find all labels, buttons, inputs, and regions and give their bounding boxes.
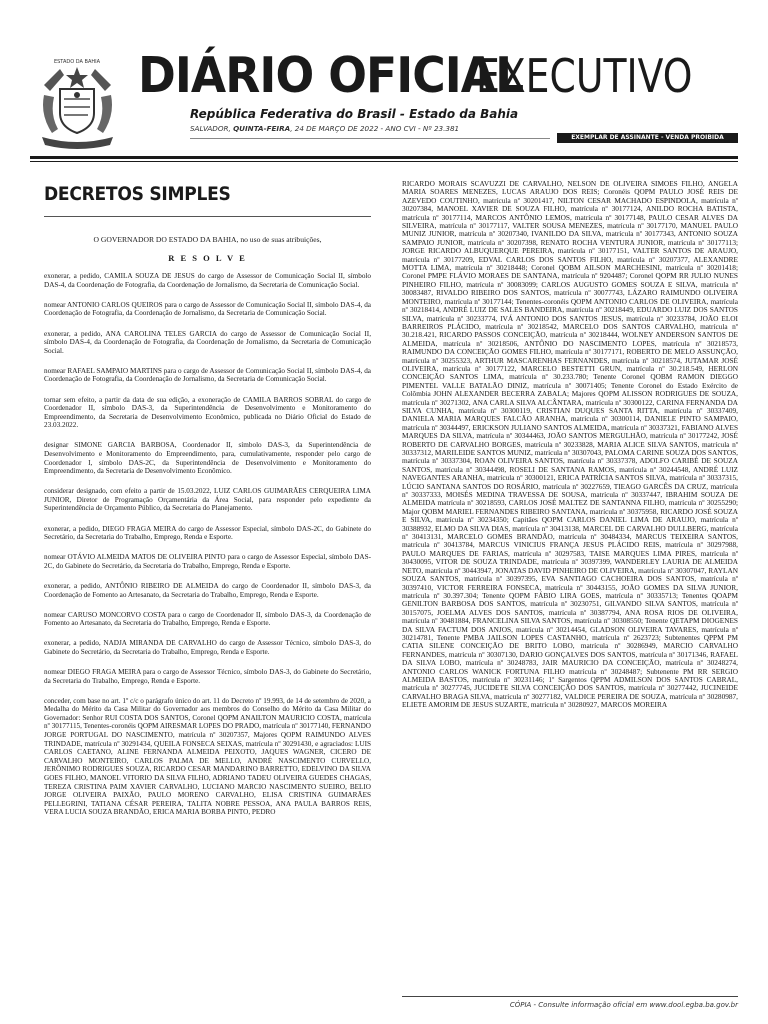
header-rule-thin bbox=[30, 161, 738, 162]
resolve-heading: R E S O L V E bbox=[168, 252, 247, 263]
svg-text:ESTADO DA BAHIA: ESTADO DA BAHIA bbox=[53, 59, 101, 65]
decree-paragraph: exonerar, a pedido, DIEGO FRAGA MEIRA do cargo de Assessor Especial, símbolo DAS-2C, do Gabinete do Secretário, da Secretaria do Trabalho, Emprego, Renda e Esporte. bbox=[44, 524, 371, 542]
decree-paragraph: exonerar, a pedido, NADJA MIRANDA DE CARVALHO do cargo de Assessor Técnico, símbolo DAS-3, do Gabinete do Secretário, da Secretaria do Trabalho, Emprego, Renda e Esporte. bbox=[44, 639, 371, 656]
subscriber-notice: EXEMPLAR DE ASSINANTE - VENDA PROIBIDA bbox=[557, 133, 738, 143]
decree-paragraph: nomear ANTONIO CARLOS QUEIROS para o cargo de Assessor de Comunicação Social II, símbolo DAS-4, da Coordenação de Fotografia, da Coordenação de Jornalismo, da Secretaria de Comunicação Social. bbox=[44, 300, 371, 318]
decree-paragraph: nomear DIEGO FRAGA MEIRA para o cargo de Assessor Técnico, símbolo DAS-3, do Gabinete do Secretário, da Secretaria do Trabalho, Emprego, Renda e Esporte. bbox=[44, 668, 371, 685]
honoree-list: RICARDO MORAIS SCAVUZZI DE CARVALHO, NELSON DE OLIVEIRA SIMOES FILHO, ANGELA MARIA SOARES MENEZES, LUCAS ARAUJO DOS REIS; Coronéis QOPM PAULO JOSÉ REIS DE AZEVEDO COUTINHO, matrícula nº 30201417, NILTON CESAR MACHADO ESPINDOLA, matrícula nº 30207384, MANOEL XAVIER DE SOUZA FILHO, matrícula nº 30177124, ANILDO ROCHA BATISTA, matrícula nº 30177114, MARCOS ANTÔNIO LEMOS, matrícula nº 30177148, PAULO CESAR ALVES DA SILVEIRA, matrícula nº 30177117, VALTER SOUSA MENEZES, matrícula nº 30177170, MANUEL PAULO MUNIZ JUNIOR, matrícula nº 30207340, IVANILDO DA SILVA, matrícula nº 30177343, ANTONIO SOUZA SAMPAIO JUNIOR, matrícula nº 30207398, RENATO ROCHA VENTURA JUNIOR, matrícula nº 30177113; JORGE RICARDO ALBUQUERQUE PEREIRA, matrícula nº 30177151, VALTER SANTOS DE ARAUJO, matrícula nº 30177209, EDVAL CARLOS DOS SANTOS FILHO, matrícula nº 30207377, ALEXANDRE MOTTA LIMA, matrícula nº 30218448; Coronel QOBM AILSON MARCHESINI, matrícula nº 30201418; Coronel PMPE FLÁVIO MORAES DE SANTANA, matrícula nº 9204487; Coronel QOPM RR JULIO NUNES PINHEIRO FILHO, matrícula nº 30083099; CARLOS AUGUSTO GOMES SOUZA E SILVA, matrícula nº 30083487, RIVALDO RIBEIRO DOS SANTOS, matrícula nº 30077743, LÁZARO RAIMUNDO OLIVEIRA MONTEIRO, matrícula nº 30177144; Tenentes-coronéis QOPM ANTONIO CARLOS DE OLIVEIRA, matrícula nº 30218414, ANDRÉ LUIZ DE SALES BANDEIRA, matrícula nº 30218449, EDUARDO LUIZ DOS SANTOS SILVA, matrícula nº 30233774, IVÁ ANTONIO DOS SANTOS JESUS, matrícula nº 30233784, JOÃO ELOI BARREIROS PLÁCIDO, matrícula nº 30218542, MARCELO DOS SANTOS CARVALHO, matrícula nº 30.218.421, RICARDO PASSOS CONCEIÇÃO, matrícula nº 30218444, WOLNEY ANDERSON SANTOS DE ALMEIDA, matrícula nº 30218506, ANTÔNIO DO NASCIMENTO LOPES, matrícula nº 30218573, RAIMUNDO DA CONCEIÇÃO GOMES FILHO, matrícula nº 30177171, ROBERTO DE MELO ASSUNÇÃO, matrícula nº 30255323, ARTHUR MASCARENHAS FERNANDES, matrícula nº 30218574, JUTAMAR JOSÉ OLIVEIRA, matrícula nº 30177122, MARCELO BESTETTI GRUN, matrícula nº 30.218.549, HERLON CONCEIÇÃO SANTOS LIMA, matrícula nº 30.233.780; Tenente Coronel QOBM RAMON DIEGGO PIMENTEL VALLE BATALÃO DINIZ, matrícula nº 30071405; Tenente Coronel do Estado Exército de Colômbia JOHN ALEXANDER BECERRA ZABALA; Majores QOPM ALISSON RODRIGUES DE SOUZA, matrícula nº 30271302, ANA CARLA SILVA ALCÂNTARA, matrícula nº 30300122, CARINA FERNANDA DA SILVA CUNHA, matrícula nº 30300119, CRISTIAN DUQUES SANTA RITTA, matrícula nº 30337409, DANIELA MARIA MARQUES FALCÃO ARANHA, matrícula nº 30300114, DANIELE PINTO SAMPAIO, matrícula nº 30344497, ERICKSON JULIANO SANTOS ALMEIDA, matrícula nº 30337321, FABIANO ALVES MARQUES DA SILVA, matrícula nº 30344463, JOÃO SANTOS MERGULHÃO, matrícula nº 30177242, JOSÉ ROBERTO DE CARVALHO BORGES, matrícula nº 30233828, MARIA ALICE SILVA SANTOS, matrícula nº 30337312, MARILEIDE SANTOS MUNIZ, matrícula nº 30307043, PALOMA CARINE SOUZA DOS SANTOS, matrícula nº 30337304, ROAN OLIVEIRA SANTOS, matrícula nº 30337378, ADOLFO CARIBÉ DE SOUZA SANTOS, matrícula nº 30344498, ROSELI DE SANTANA RAMOS, matrícula nº 30244548, ANDRÉ LUIZ NAVEGANTES ARANHA, matrícula nº 30300121, ERICA PATRÍCIA SANTOS SILVA, matrícula nº 30337315, LÚCIO SANTANA SANTOS DO ROSÁRIO, matrícula nº 30227659, TIEAGO GARCÊS DA CRUZ, matrícula nº 30337333, MOISÉS MEDINA TRAVESSA DE SOUSA, matrícula nº 30337447, IBRAHIM SOUZA DE ALMEIDA matrícula nº 30218593, CARLOS JOSÉ MALTEZ DE SANTANNA FILHO, matrícula nº 30255290; Major QOBM MARIEL FERNANDES RIBEIRO SANTANA, matrícula nº 30375958, RICARDO JOSÉ SOUZA E SILVA, matrícula nº 30234350; Capitães QOPM CARLOS DANIEL LIMA DE ARAUJO, matrícula nº 30388932, ELMO DA SILVA DIAS, matrícula nº 30413138, MARCEL DE CARVALHO DULLBERG, matrícula nº 30413131, MARCELO GOMES BRANDÃO, matrícula nº 30484334, MARCUS TEIXEIRA SANTOS, matrícula nº 30413784, MARCUS VINICIUS FRANÇA JESUS PLÁCIDO REIS, matrícula nº 30297988, PAULO MARQUES DE FARIAS, matrícula nº 30297583, TAISE MARQUES LIMA PIRES, matrícula nº 30430095, VITOR DE SOUZA TRINDADE, matrícula nº 30397399, WANDERLEY LAURIA DE ALMEIDA NETO, matrícula nº 30443947, JONATAS DAVID PINHEIRO DE OLIVEIRA, matrícula nº 30307047, RAYLAN SOUZA SANTOS, matrícula nº 30397395, EVA SANTIAGO CACHOEIRA DOS SANTOS, matrícula nº 30397410, VICTOR FERREIRA FONSECA, matrícula nº 30443155, JOÃO GOMES DA SILVA JUNIOR, matrícula nº 30.397.304; Tenente QOPM FÁBIO LIRA GOES, matrícula nº 30335713; Tenentes QOAPM GENILTON BARBOSA DOS SANTOS, matrícula nº 30230751, GILVANDO SILVA SANTOS, matrícula nº 30157075, JOELMA ALVES DOS SANTOS, matrícula nº 30387794, ANA ROSA RIOS DE OLIVEIRA, matrícula nº 30481884, FRANCELINA SILVA SANTOS, matrícula nº 30308550; Tenente QETAPM DIOGENES DA SILVA FACTUM DOS ANJOS, matrícula nº 30214454, GLADSON OLIVEIRA TAVARES, matrícula nº 30214781, Tenente PMBA JAILSON LOPES CASTANHO, matrícula nº 2623723; Subtenentes QPPM PM CATIA SILENE CONCEIÇÃO DE BRITO LOBO, matrícula nº 30286949, MARCIO CARVALHO FERNANDES, matrícula nº 30307130, DARIO GONÇALVES DOS SANTOS, matrícula nº 30171346, RAFAEL DA SILVA LOBO, matrícula nº 30248783, JAIR MAURICIO DA CONCEIÇÃO, matrícula nº 30248274, ANTONIO CARLOS WANICK FORTUNA FILHO matrícula nº 30248487; Subtenente PM RR SERGIO ALMEIDA BASTOS, matrícula nº 30231146; 1º Sargentos QPPM ADMILSON DOS SANTOS CABRAL, matrícula nº 30277745, JUCIDETE SILVA CONCEIÇÃO DOS SANTOS, matrícula nº 30277442, JUCINEIDE CARVALHO BRAGA SILVA, matrícula nº 30277182, VALDICE PEREIRA DE SOUZA, matrícula nº 30280987, ELIETE AMORIM DE JESUS SUZARTE, matrícula nº 30280927, MARCOS MOREIRA bbox=[402, 180, 738, 710]
header-rule bbox=[30, 156, 738, 159]
republic-line: República Federativa do Brasil - Estado da Bahia bbox=[190, 107, 519, 121]
decree-paragraph: exonerar, a pedido, ANA CAROLINA TELES GARCIA do cargo de Assessor de Comunicação Social II, símbolo DAS-4, da Coordenação de Fotografia, da Coordenação de Jornalismo, da Secretaria de Comunicação Social. bbox=[44, 329, 371, 355]
decree-paragraph: nomear CARUSO MONCORVO COSTA para o cargo de Coordenador II, símbolo DAS-3, da Coordenação de Fomento ao Artesanato, da Secretaria do Trabalho, Emprego, Renda e Esporte. bbox=[44, 610, 371, 628]
footer-notice: CÓPIA - Consulte informação oficial em www.dool.egba.ba.gov.br bbox=[509, 1001, 738, 1009]
left-column bbox=[44, 236, 371, 1006]
section-title: DECRETOS SIMPLES bbox=[44, 183, 231, 205]
section-divider bbox=[44, 216, 371, 217]
coat-of-arms-icon bbox=[30, 55, 125, 150]
right-column bbox=[402, 180, 738, 974]
decree-paragraph: considerar designado, com efeito a partir de 15.03.2022, LUIZ CARLOS GUIMARÃES CERQUEIRA LIMA JUNIOR, Diretor de Programação Orçamentária da Área Social, para responder pelo expediente da Superintendência de Orçamento Público, da Secretaria do Planejamento. bbox=[44, 487, 371, 513]
decree-paragraph: tornar sem efeito, a partir da data de sua edição, a exoneração de CAMILA BARROS SOBRAL do cargo de Coordenador II, símbolo DAS-3, da Superintendência de Desenvolvimento e Monitoramento do Empreendimento, da Secretaria de Desenvolvimento Econômico, publicada no Diário Oficial do Estado de 23.03.2022. bbox=[44, 395, 371, 430]
dateline: SALVADOR, QUINTA-FEIRA, 24 DE MARÇO DE 2022 - ANO CVI - Nº 23.381 bbox=[190, 124, 460, 133]
governor-line: O GOVERNADOR DO ESTADO DA BAHIA, no uso de suas atribuições, bbox=[93, 236, 322, 244]
masthead-title: DIÁRIO OFICIAL bbox=[138, 47, 524, 104]
decree-paragraph: nomear OTÁVIO ALMEIDA MATOS DE OLIVEIRA PINTO para o cargo de Assessor Especial, símbolo DAS-2C, do Gabinete do Secretário, da Secretaria do Trabalho, Emprego, Renda e Esporte. bbox=[44, 553, 371, 570]
decree-paragraph: nomear RAFAEL SAMPAIO MARTINS para o cargo de Assessor de Comunicação Social II, símbolo DAS-4, da Coordenação de Fotografia, da Coordenação de Jornalismo, da Secretaria de Comunicação Social. bbox=[44, 366, 371, 384]
decree-paragraph: designar SIMONE GARCIA BARBOSA, Coordenador II, símbolo DAS-3, da Superintendência de Desenvolvimento e Monitoramento do Empreendimento, para, cumulativamente, responder pelo cargo de Coordenador I, símbolo DAS-2C, da Superintendência de Desenvolvimento e Monitoramento do Empreendimento, da Secretaria de Desenvolvimento Econômico. bbox=[44, 441, 371, 476]
header-divider bbox=[190, 138, 550, 139]
footer-divider bbox=[402, 996, 738, 997]
decree-paragraph: conceder, com base no art. 1º c/c o parágrafo único do art. 11 do Decreto nº 19.993, de 14 de setembro de 2020, a Medalha do Mérito da Casa Militar do Governador aos membros do Conselho do Mérito da Casa Militar do Governador: Senhor RUI COSTA DOS SANTOS, Coronel QOPM ANAILTON MAURICIO COSTA, matrícula nº 30177115, Tenentes-coronéis QOPM AIRESMAR LOPES DO PRADO, matrícula nº 30177140, FERNANDO JORGE PORTUGAL DO NASCIMENTO, matrícula nº 30207357, Majores QOPM RAIMUNDO ALVES TRINDADE, matrícula nº 30291434, QUEILA FONSECA SEIXAS, matrícula nº 30291430, e agraciados: LUIS CARLOS CAETANO, ALINE FERNANDA ALMEIDA PEIXOTO, JAQUES WAGNER, CICERO DE CARVALHO MONTEIRO, CARLOS PALMA DE MELLO, ANDRÉ NASCIMENTO CURVELLO, JERÔNIMO RODRIGUES SOUZA, RICARDO CESAR MANDARINO BARRETTO, EDELVINO DA SILVA GOES FILHO, MANOEL VITORIO DA SILVA FILHO, ADRIANO TADEU OLIVEIRA GUEDES CHAGAS, TEREZA CRISTINA PAIM XAVIER CARVALHO, LUCIANO MARCIO NASCIMENTO SUEIRO, BELIO JORGE OLIVEIRA PAIXÃO, PAULO MORENO CARVALHO, ELISA CRISTINA GUIMARÃES PELLEGRINI, TATIANA CÉSAR PEREIRA, TALITA NOBRE PESSOA, ANA PAULA BARROS REIS, VERA LUCIA SOUZA BRANDÃO, ERICA MARIA BORBA PINTO, PEDRO bbox=[44, 696, 371, 817]
masthead-subtitle: EXECUTIVO bbox=[476, 49, 693, 103]
decree-paragraph: exonerar, a pedido, ANTÔNIO RIBEIRO DE ALMEIDA do cargo de Coordenador II, símbolo DAS-3, da Coordenação de Fomento ao Artesanato, da Secretaria do Trabalho, Emprego, Renda e Esporte. bbox=[44, 581, 371, 599]
decree-paragraph: exonerar, a pedido, CAMILA SOUZA DE JESUS do cargo de Assessor de Comunicação Social II, símbolo DAS-4, da Coordenação de Fotografia, da Coordenação de Jornalismo, da Secretaria de Comunicação Social. bbox=[44, 272, 371, 289]
